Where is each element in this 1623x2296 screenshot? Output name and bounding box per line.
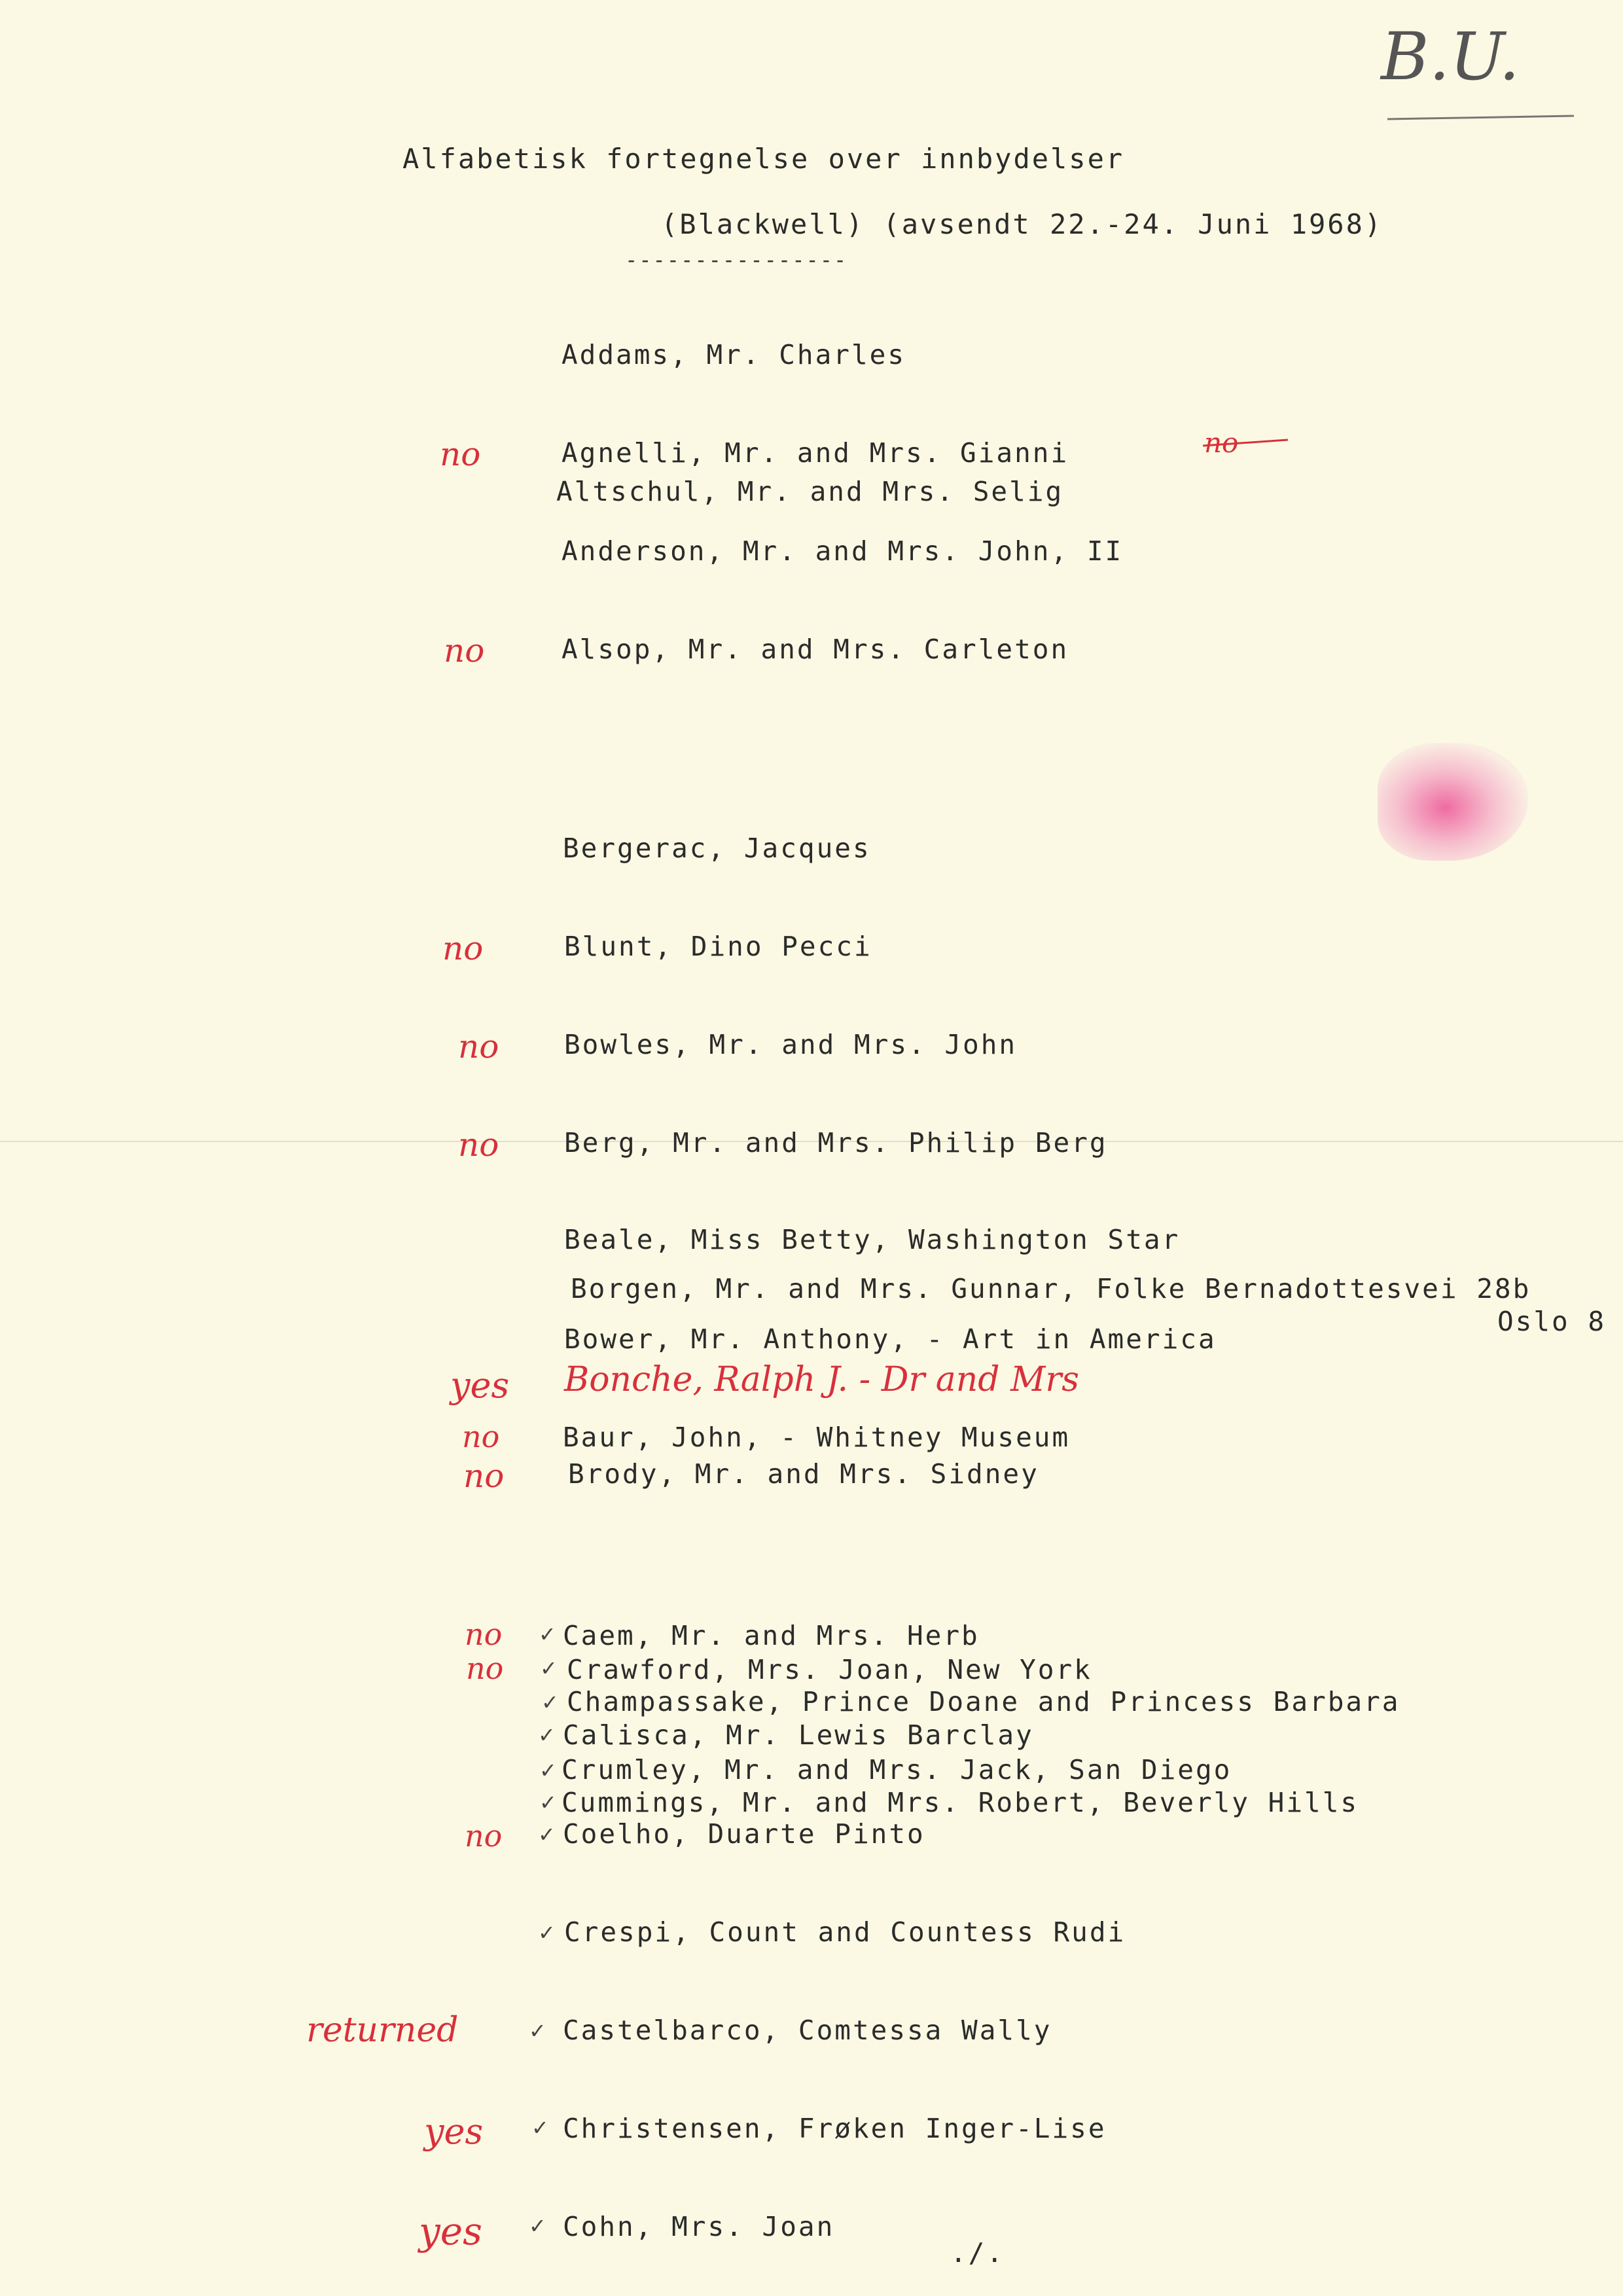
check-mark-icon: ✓ xyxy=(539,1622,556,1647)
entry-crespi: Crespi, Count and Countess Rudi xyxy=(564,1916,1126,1948)
entry-agnelli: Agnelli, Mr. and Mrs. Gianni xyxy=(562,437,1069,469)
handwritten-no-mark: no xyxy=(444,632,485,670)
handwritten-no-mark: no xyxy=(466,1651,504,1686)
handwritten-no-mark: no xyxy=(458,1028,499,1066)
check-mark-icon: ✓ xyxy=(529,2018,546,2043)
handwritten-yes-mark: yes xyxy=(419,2209,482,2253)
entry-beale: Beale, Miss Betty, Washington Star xyxy=(564,1224,1181,1255)
entry-cohn: Cohn, Mrs. Joan xyxy=(563,2211,835,2242)
pink-ink-stain xyxy=(1378,743,1528,861)
entry-cummings: Cummings, Mr. and Mrs. Robert, Beverly Hills xyxy=(562,1787,1359,1818)
entry-alsop: Alsop, Mr. and Mrs. Carleton xyxy=(562,634,1069,665)
handwritten-returned-mark: returned xyxy=(306,2011,459,2050)
struck-margin-note: no xyxy=(1204,427,1239,459)
entry-brody: Brody, Mr. and Mrs. Sidney xyxy=(568,1458,1039,1490)
handwritten-no-mark: no xyxy=(442,929,484,967)
document-subtitle: (Blackwell) (avsendt 22.-24. Juni 1968) xyxy=(661,208,1383,240)
entry-coelho: Coelho, Duarte Pinto xyxy=(563,1818,925,1850)
entry-bergerac: Bergerac, Jacques xyxy=(563,833,871,864)
entry-bower: Bower, Mr. Anthony, - Art in America xyxy=(564,1323,1217,1355)
entry-bowles: Bowles, Mr. and Mrs. John xyxy=(564,1029,1018,1060)
entry-calisca: Calisca, Mr. Lewis Barclay xyxy=(563,1719,1034,1751)
check-mark-icon: ✓ xyxy=(539,1758,557,1783)
handwritten-yes-mark: yes xyxy=(450,1365,510,1406)
check-mark-icon: ✓ xyxy=(540,1656,558,1681)
check-mark-icon: ✓ xyxy=(531,2115,549,2140)
check-mark-icon: ✓ xyxy=(538,1822,556,1847)
handwritten-initials: B.U. xyxy=(1381,18,1520,95)
check-mark-icon: ✓ xyxy=(539,1790,557,1815)
check-mark-icon: ✓ xyxy=(538,1920,556,1945)
handwritten-no-mark: no xyxy=(463,1457,505,1495)
handwritten-no-mark: no xyxy=(440,435,481,473)
title-underline: ---------------- xyxy=(625,247,848,272)
entry-bonche-handwritten: Bonche, Ralph J. - Dr and Mrs xyxy=(564,1360,1079,1399)
handwritten-yes-mark: yes xyxy=(424,2111,484,2152)
handwritten-no-mark: no xyxy=(458,1126,499,1164)
handwritten-no-mark: no xyxy=(465,1617,503,1652)
check-mark-icon: ✓ xyxy=(538,1723,556,1748)
entry-crawford: Crawford, Mrs. Joan, New York xyxy=(567,1654,1092,1685)
handwritten-no-mark: no xyxy=(465,1818,503,1854)
entry-christensen: Christensen, Frøken Inger-Lise xyxy=(563,2113,1107,2144)
entry-addams: Addams, Mr. Charles xyxy=(562,339,906,370)
continuation-mark: ./. xyxy=(950,2237,1005,2269)
handwritten-no-mark: no xyxy=(462,1419,500,1454)
entry-blunt: Blunt, Dino Pecci xyxy=(564,931,872,962)
check-mark-icon: ✓ xyxy=(529,2214,546,2238)
document-title: Alfabetisk fortegnelse over innbydelser xyxy=(402,143,1125,175)
entry-baur: Baur, John, - Whitney Museum xyxy=(563,1422,1071,1453)
entry-berg: Berg, Mr. and Mrs. Philip Berg xyxy=(564,1127,1108,1158)
entry-castelbarco: Castelbarco, Comtessa Wally xyxy=(563,2015,1052,2046)
entry-borgen-city: Oslo 8 xyxy=(1497,1306,1607,1337)
entry-borgen: Borgen, Mr. and Mrs. Gunnar, Folke Bernadottesvei 28b xyxy=(571,1273,1531,1304)
entry-altschul: Altschul, Mr. and Mrs. Selig xyxy=(556,476,1064,507)
entry-anderson: Anderson, Mr. and Mrs. John, II xyxy=(562,535,1124,567)
initials-underline xyxy=(1387,115,1574,120)
entry-champassake: Champassake, Prince Doane and Princess Barbara xyxy=(567,1686,1400,1717)
entry-crumley: Crumley, Mr. and Mrs. Jack, San Diego xyxy=(562,1754,1232,1785)
check-mark-icon: ✓ xyxy=(541,1690,559,1715)
entry-caem: Caem, Mr. and Mrs. Herb xyxy=(563,1620,980,1651)
